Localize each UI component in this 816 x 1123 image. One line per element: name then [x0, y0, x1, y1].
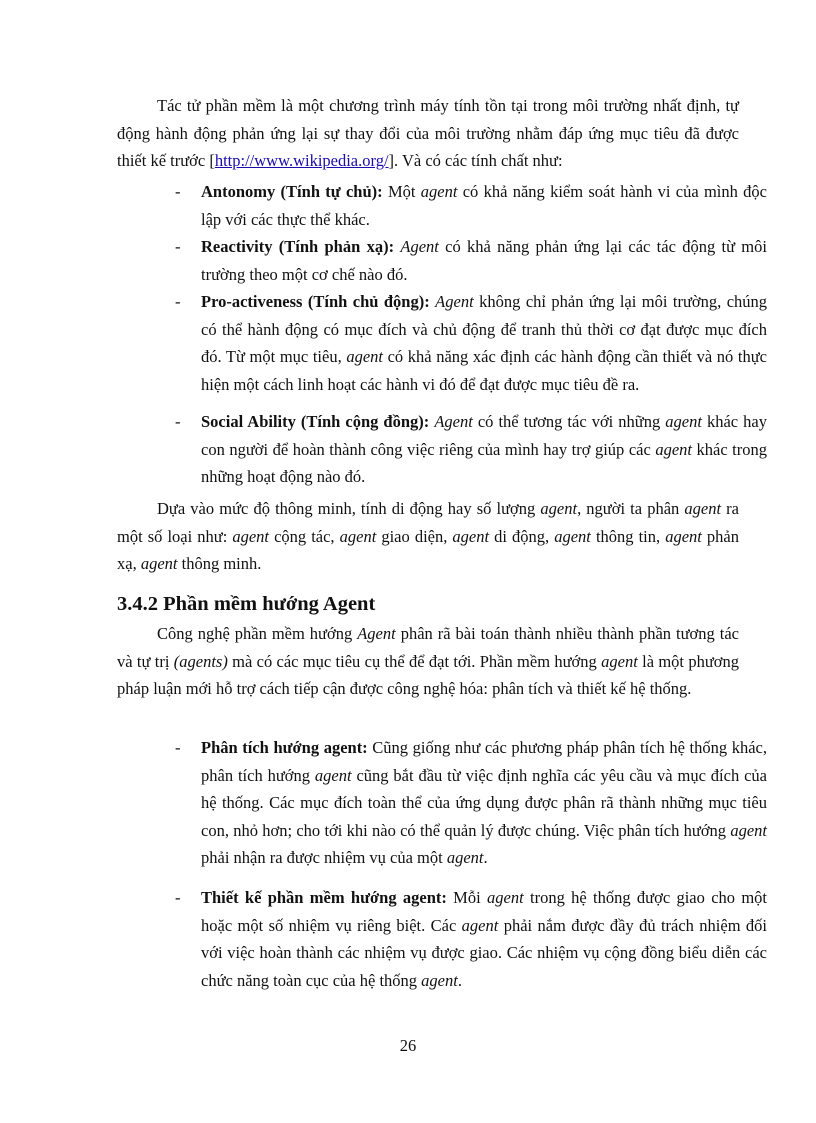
property-item-proactiveness: - Pro-activeness (Tính chủ động): Agent không chỉ phản ứng lại môi trường, chúng có thể hành động có mục đích và chủ động để tranh thủ thời cơ đạt được mục đích đó. Từ một mục tiêu, agent có khả năng xác định các hành động cần thiết và nó thực hiện một cách linh hoạt các hành vi đó để đạt được mục tiêu đề ra. [201, 288, 767, 398]
section-heading: 3.4.2 Phần mềm hướng Agent [117, 593, 376, 615]
classification-paragraph: Dựa vào mức độ thông minh, tính di động hay số lượng agent, người ta phân agent ra một số loại như: agent cộng tác, agent giao diện, agent di động, agent thông tin, agent phản xạ, agent thông minh. [117, 499, 739, 573]
property-item-social-ability: - Social Ability (Tính cộng đồng): Agent có thể tương tác với những agent khác hay con người để hoàn thành công việc riêng của mình hay trợ giúp các agent khác trong những hoạt động nào đó. [201, 408, 767, 491]
bullet-dash: - [175, 888, 181, 907]
bullet-dash: - [175, 738, 181, 757]
property-item-autonomy: - Antonomy (Tính tự chủ): Một agent có khả năng kiểm soát hành vi của mình độc lập với các thực thể khác. [201, 178, 767, 233]
intro-paragraph: Tác tử phần mềm là một chương trình máy tính tồn tại trong môi trường nhất định, tự động hành động phản ứng lại sự thay đổi của môi trường nhằm đáp ứng mục tiêu đã được thiết kế trước [http://www.wikipedia.org/]. Và có các tính chất như: [117, 96, 739, 170]
bullet-dash: - [175, 237, 181, 256]
section-intro-paragraph: Công nghệ phần mềm hướng Agent phân rã bài toán thành nhiều thành phần tương tác và tự trị (agents) mà có các mục tiêu cụ thể để đạt tới. Phần mềm hướng agent là một phương pháp luận mới hỗ trợ cách tiếp cận được công nghệ hóa: phân tích và thiết kế hệ thống. [117, 624, 740, 698]
page-number: 26 [399, 1036, 417, 1055]
wikipedia-link[interactable]: http://www.wikipedia.org/ [214, 151, 389, 170]
bullet-dash: - [175, 292, 181, 311]
method-item-analysis: - Phân tích hướng agent: Cũng giống như các phương pháp phân tích hệ thống khác, phân tích hướng agent cũng bắt đầu từ việc định nghĩa các yêu cầu và mục đích của hệ thống. Các mục đích toàn thể của ứng dụng được phân rã thành những mục tiêu con, nhỏ hơn; cho tới khi nào có thể quản lý được chúng. Việc phân tích hướng agent phải nhận ra được nhiệm vụ của một agent. [201, 734, 767, 872]
bullet-dash: - [175, 412, 181, 431]
property-item-reactivity: - Reactivity (Tính phản xạ): Agent có khả năng phản ứng lại các tác động từ môi trường theo một cơ chế nào đó. [201, 233, 767, 288]
bullet-dash: - [175, 182, 181, 201]
method-item-design: - Thiết kế phần mềm hướng agent: Mỗi agent trong hệ thống được giao cho một hoặc một số nhiệm vụ riêng biệt. Các agent phải nắm được đầy đủ trách nhiệm đối với việc hoàn thành các nhiệm vụ được giao. Các nhiệm vụ cộng đồng biểu diễn các chức năng toàn cục của hệ thống agent. [201, 884, 767, 994]
